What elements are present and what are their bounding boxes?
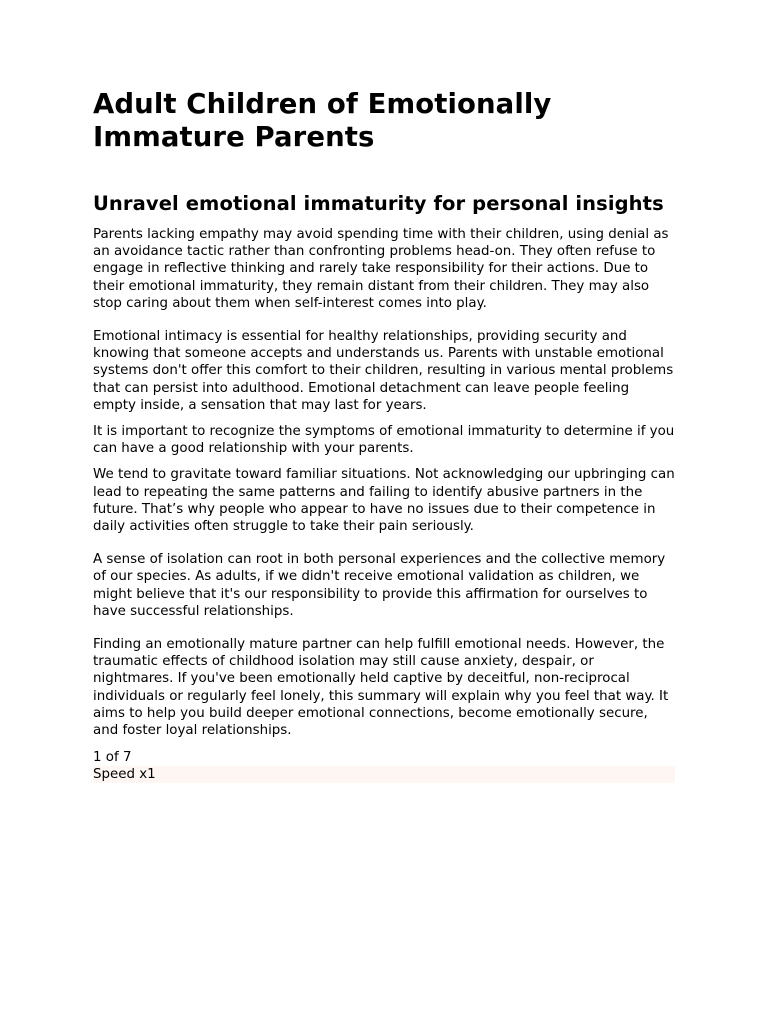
playback-speed-button[interactable]: [93, 766, 675, 783]
paragraph-1: Parents lacking empathy may avoid spending time with their children, using denial as an avoidance tactic rather than confronting problems head-on. They often refuse to engage in reflective thinking and rarely take responsibility for their actions. Due to their emotional immaturity, they remain distant from their children. They may also stop caring about them when self-interest comes into play.: [93, 227, 669, 311]
section-heading: Unravel emotional immaturity for personal insights: [93, 192, 664, 215]
document-page: [93, 88, 675, 783]
paragraph-2: Emotional intimacy is essential for healthy relationships, providing security and knowing that someone accepts and understands us. Parents with unstable emotional systems don't offer this comfort to their children, resulting in various mental problems that can persist into adulthood. Emotional detachment can leave people feeling empty inside, a sensation that may last for years.: [93, 329, 674, 413]
speed-label: Speed x1: [93, 767, 156, 783]
paragraph-3: It is important to recognize the symptoms of emotional immaturity to determine if you can have a good relationship with your parents.: [93, 424, 675, 457]
paragraph-4: We tend to gravitate toward familiar situations. Not acknowledging our upbringing can lead to repeating the same patterns and failing to identify abusive partners in the future. That’s why people who appear to have no issues due to their competence in daily activities often struggle to take their pain seriously.: [93, 467, 675, 535]
paragraph-5: A sense of isolation can root in both personal experiences and the collective memory of our species. As adults, if we didn't receive emotional validation as children, we might believe that it's our responsibility to provide this affirmation for ourselves to have successful relationships.: [93, 552, 666, 619]
page-counter: 1 of 7: [93, 750, 132, 766]
paragraph-6: Finding an emotionally mature partner can help fulfill emotional needs. However, the traumatic effects of childhood isolation may still cause anxiety, despair, or nightmares. If you've been emotionally held captive by deceitful, non-reciprocal individuals or regularly feel lonely, this summary will explain why you feel that way. It aims to help you build deeper emotional connections, become emotionally secure, and foster loyal relationships.: [93, 637, 669, 739]
document-title: Adult Children of Emotionally Immature Parents: [93, 88, 552, 153]
